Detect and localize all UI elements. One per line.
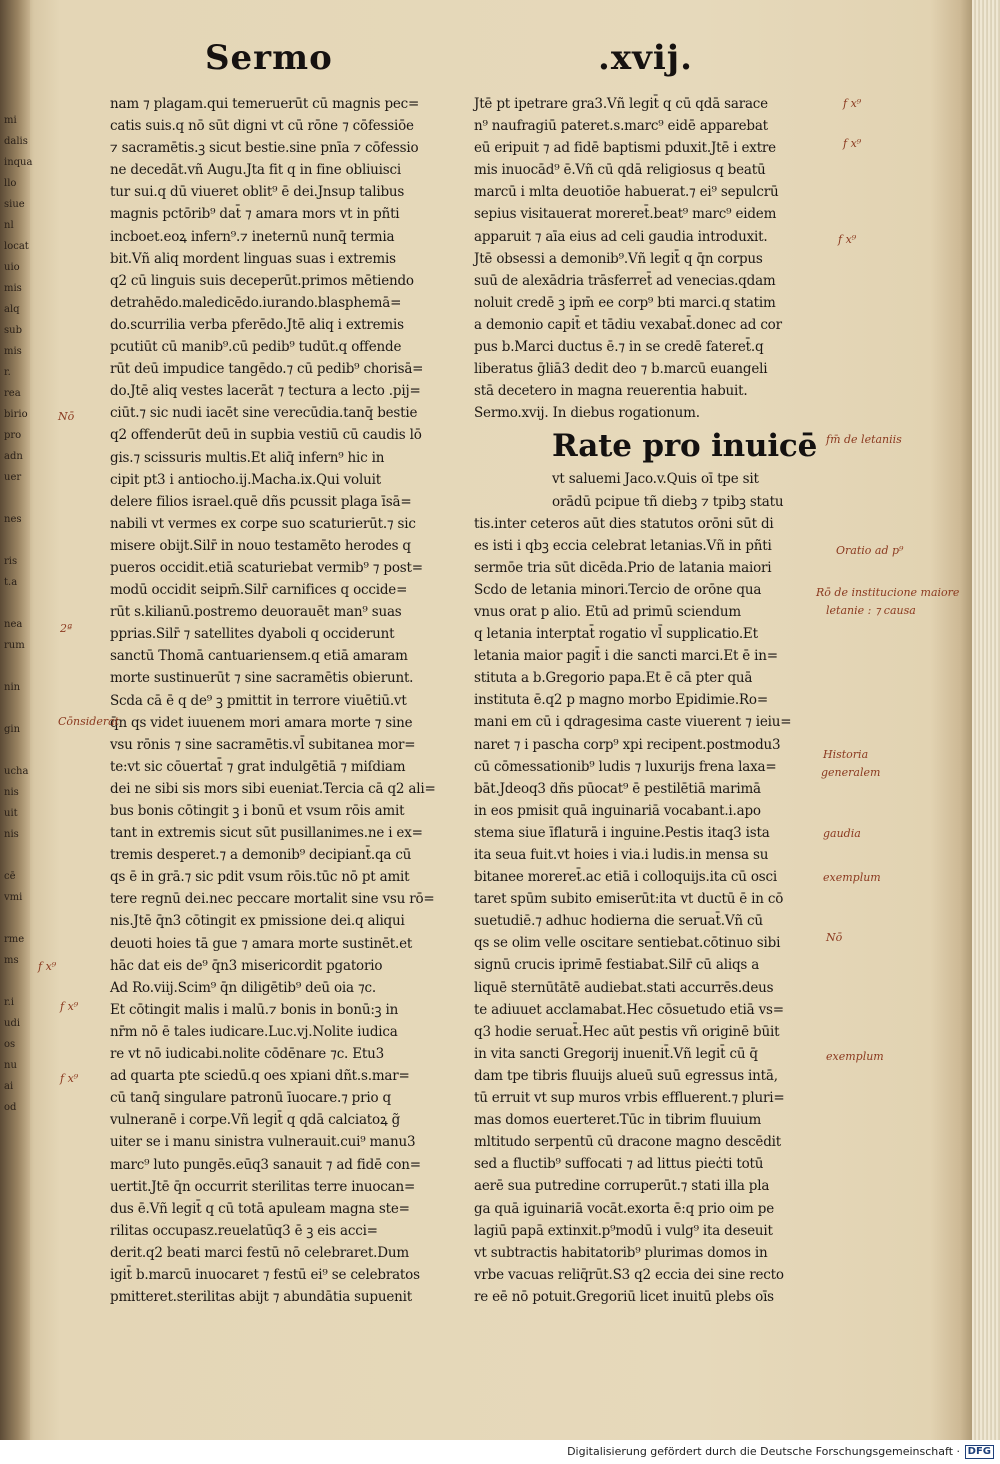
text-line: mis inuocād⁹ ē.Vñ cū qdā religiosus q beatū bbox=[474, 162, 766, 179]
text-line: bus bonis cōtingit ꝫ i bonū et vsum rōis amit bbox=[110, 803, 405, 819]
text-line: nabili vt vermes ex corpe suo scaturierūt.⁊ sic bbox=[110, 515, 416, 532]
text-line: mltitudo serpentū cū dracone magno descēdit bbox=[474, 1134, 782, 1151]
text-line: re eē nō potuit.Gregoriū licet inuitū plebs oīs bbox=[474, 1288, 774, 1305]
text-line: morte sustinuerūt ⁊ sine sacramētis obierunt. bbox=[110, 670, 414, 687]
text-line: cipit pt3 i antiocho.ij.Macha.ix.Qui voluit bbox=[110, 471, 381, 488]
text-line: stā decetero in magna reuerentia habuit. bbox=[474, 383, 748, 400]
text-line: dam tpe tibris fluuijs alueū suū egressus intā, bbox=[474, 1067, 778, 1084]
text-line: derit.q2 beati marci festū nō celebraret.Dum bbox=[110, 1244, 409, 1261]
margin-annotation: Nō bbox=[826, 931, 843, 944]
right-text-column bbox=[474, 93, 818, 1308]
text-line: stema siue īflaturā i inguine.Pestis itaq3 ista bbox=[474, 824, 770, 841]
text-line: do.scurrilia verba pferēdo.Jtē aliq i extremis bbox=[110, 316, 404, 333]
text-line: liberatus ḡliā3 dedit deo ⁊ b.marcū euangeli bbox=[474, 361, 768, 378]
text-line: eū eripuit ⁊ ad fidē baptismi pduxit.Jtē i extre bbox=[474, 140, 776, 157]
text-line: tremis desperet.⁊ a demonib⁹ decipiant̄.qa cū bbox=[110, 847, 412, 864]
margin-annotation: Nō bbox=[58, 410, 75, 423]
text-line: Ad Ro.viij.Scim⁹ q̄n diligētib⁹ deū oia ⁊c. bbox=[110, 979, 376, 996]
text-line: misere obijt.Silr̄ in nouo testamēto herodes q bbox=[110, 537, 411, 554]
text-line: rūt deū impudice tangēdo.⁊ cū pedib⁹ chorisā= bbox=[110, 361, 424, 378]
text-line: vrbe vacuas reliq̄rūt.S3 q2 eccia dei sine recto bbox=[474, 1266, 784, 1283]
text-line: magnis pctōrib⁹ dat̄ ⁊ amara mors vt in pñti bbox=[110, 206, 400, 223]
text-line: nam ⁊ plagam.qui temeruerūt cū magnis pec= bbox=[110, 96, 420, 112]
text-line: sepius visitauerat moreret̄.beat⁹ marc⁹ eidem bbox=[474, 206, 777, 223]
text-line: gis.⁊ scissuris multis.Et aliq̄ infern⁹ hic in bbox=[110, 449, 385, 466]
text-line: qs ē in grā.⁊ sic pdit vsum rōis.tūc nō pt amit bbox=[110, 869, 410, 886]
margin-annotation: Rō de institucione maiore bbox=[816, 586, 960, 599]
text-line: vnus orat p alio. Etū ad primū sciendum bbox=[474, 603, 741, 620]
text-line: es isti i qbꝫ eccia celebrat letanias.Vñ in pñti bbox=[474, 537, 772, 554]
text-line: Scda cā ē q de⁹ ꝫ pmittit in terrore viuētiū.vt bbox=[110, 692, 407, 709]
text-line: igit̄ b.marcū inuocaret ⁊ festū ei⁹ se celebratos bbox=[110, 1266, 420, 1283]
text-line: taret spūm subito emiserūt:ita vt ductū ē in cō bbox=[474, 891, 784, 908]
text-line: cū tanq̄ singulare patronū īuocare.⁊ prio q bbox=[110, 1090, 391, 1107]
margin-annotation: f x⁹ bbox=[843, 137, 862, 150]
text-line: tere regnū dei.nec peccare mortalit sine vsu rō= bbox=[110, 891, 435, 908]
text-line: Jtē obsessi a demonib⁹.Vñ legit̄ q q̄n corpus bbox=[474, 250, 763, 267]
text-line: tant in extremis sicut sūt pusillanimes.ne i ex= bbox=[110, 825, 423, 842]
text-line: signū crucis iprimē festiabat.Silr̄ cū aliqs a bbox=[474, 957, 760, 974]
text-line: sed a fluctib⁹ suffocati ⁊ ad littus pieċti totū bbox=[474, 1156, 764, 1173]
text-line: sermōe tria sūt dicēda.Prio de latania maiori bbox=[474, 559, 772, 576]
text-line: ita seua fuit.vt hoies i via.i ludis.in mensa su bbox=[474, 847, 769, 863]
dfg-logo: DFG bbox=[965, 1445, 994, 1459]
digitization-footer bbox=[0, 1440, 1000, 1464]
text-line: suū de alexādria trāsferret̄ ad venecias.qdam bbox=[474, 272, 776, 289]
margin-annotation: f x⁹ bbox=[60, 1072, 79, 1085]
text-line: marcū i mlta deuotiōe habuerat.⁊ ei⁹ sepulcrū bbox=[474, 184, 779, 201]
adjacent-page-strip bbox=[0, 0, 33, 1440]
running-head-right: .xvij. bbox=[598, 38, 693, 78]
text-line: ad quarta pte sciedū.q oes xpiani dñt.s.mar= bbox=[110, 1068, 410, 1085]
text-line: pus b.Marci ductus ē.⁊ in se credē fateret̄.q bbox=[474, 339, 764, 356]
text-line: n⁹ naufragiū pateret.s.marc⁹ eidē apparebat bbox=[474, 118, 768, 135]
margin-annotation: f x⁹ bbox=[843, 97, 862, 110]
text-line: q2 cū linguis suis deceperūt.primos mētiendo bbox=[110, 272, 414, 289]
text-line: pcutiūt cū manib⁹.cū pedib⁹ tudūt.q offende bbox=[110, 339, 402, 356]
text-line: rilitas occupasz.reuelatūq3 ē ꝫ eis acci= bbox=[110, 1222, 378, 1239]
running-head-left: Sermo bbox=[205, 38, 333, 78]
text-line: delere filios israel.quē dñs pcussit plaga īsā= bbox=[110, 493, 412, 510]
text-line: suetudiē.⁊ adhuc hodierna die seruat̄.Vñ cū bbox=[474, 913, 763, 930]
text-line: vt subtractis habitatorib⁹ plurimas domos in bbox=[474, 1244, 768, 1261]
adjacent-page-text: mi dalis inqua llo siue nl locat uio mis alq sub mis r. rea birio pro adn uer nes ris t.a nea rum nin gin ucha nis uit nis cē vmi rme ms r.i udi os nu ai od bbox=[4, 115, 33, 1113]
margin-annotation: exemplum bbox=[826, 1050, 884, 1063]
margin-annotation: Cōnsiderat bbox=[58, 715, 120, 728]
text-line: tū erruit vt sup muros vrbis effluerent.⁊ pluri= bbox=[474, 1090, 785, 1107]
text-line: ga quā iguinariā vocāt.exorta ē:q prio oim pe bbox=[474, 1200, 774, 1217]
text-line: apparuit ⁊ aīa eius ad celi gaudia introduxit. bbox=[474, 228, 768, 245]
text-line: modū occidit seipm̄.Silr̄ carnifices q occide= bbox=[110, 582, 408, 599]
text-line: nr̄m nō ē tales iudicare.Luc.vj.Nolite iudica bbox=[110, 1023, 398, 1040]
text-line: pueros occidit.etiā scaturiebat vermib⁹ ⁊ post= bbox=[110, 559, 423, 576]
text-line: uiter se i manu sinistra vulnerauit.cui⁹ manu3 bbox=[110, 1134, 416, 1151]
page-edges bbox=[972, 0, 1000, 1440]
text-line: detrahēdo.maledicēdo.iurando.blasphemā= bbox=[110, 294, 402, 311]
text-line: aerē sua putredine corruperūt.⁊ stati illa pla bbox=[474, 1178, 770, 1195]
right-column-top-text bbox=[474, 93, 804, 424]
text-line: nis.Jtē q̄n3 cōtingit ex pmissione dei.q aliqui bbox=[110, 913, 405, 930]
text-line: noluit credē ꝫ ipm̄ ee corp⁹ bti marci.q statim bbox=[474, 294, 776, 311]
text-line: vsu rōnis ⁊ sine sacramētis.vl̄ subitanea mor= bbox=[110, 736, 416, 753]
text-line: q3 hodie seruat̄.Hec aūt pestis vñ originē būit bbox=[474, 1023, 780, 1040]
text-line: mas domos euerteret.Tūc in tibrim fluuium bbox=[474, 1112, 762, 1129]
text-line: in vita sancti Gregorij inuenit̄.Vñ legit̄ cū q̄ bbox=[474, 1045, 758, 1062]
text-line: bitanee moreret̄.ac etiā i colloquijs.ita cū osci bbox=[474, 869, 777, 886]
text-line: uertit.Jtē q̄n occurrit sterilitas terre inuocan= bbox=[110, 1178, 416, 1195]
text-line: bit.Vñ aliq mordent linguas suas i extremis bbox=[110, 250, 396, 267]
margin-annotation: f x⁹ bbox=[38, 960, 57, 973]
text-line: vulneranē i corpe.Vñ legit̄ q qdā calciatoꝝ g̃ bbox=[110, 1112, 401, 1129]
text-line: sanctū Thomā cantuariensem.q etiā amaram bbox=[110, 648, 408, 665]
margin-annotation: Historia bbox=[823, 748, 869, 761]
text-line: letania maior pagit̄ i die sancti marci.Et ē in= bbox=[474, 648, 778, 665]
footer-credit: Digitalisierung gefördert durch die Deutsche Forschungsgemeinschaft · bbox=[567, 1445, 960, 1458]
sermon-incipit: Rate pro inuicē bbox=[552, 428, 818, 465]
margin-annotation: exemplum bbox=[823, 871, 881, 884]
margin-annotation: f x⁹ bbox=[838, 233, 857, 246]
text-line: orādū pcipue tñ diebꝫ ⁊ tpibꝫ statu bbox=[552, 493, 784, 510]
text-line: Scdo de letania minori.Tercio de orōne qua bbox=[474, 581, 762, 598]
text-line: lagiū papā extinxit.p⁹modū i vulg⁹ ita deseuit bbox=[474, 1222, 773, 1239]
text-line: bāt.Jdeoq3 dñs pūocat⁹ ē pestilētiā marimā bbox=[474, 780, 761, 797]
text-line: te:vt sic cōuertat̄ ⁊ grat indulgētiā ⁊ miſdiam bbox=[110, 758, 406, 775]
left-text-column bbox=[110, 93, 442, 1308]
text-line: pprias.Silr̄ ⁊ satellites dyaboli q occiderunt bbox=[110, 626, 395, 643]
text-line: do.Jtē aliq vestes lacerāt ⁊ tectura a lecto .pij= bbox=[110, 383, 421, 400]
margin-annotation: 2ª bbox=[60, 622, 73, 635]
text-line: dei ne sibi sis mors sibi eueniat.Tercia cā q2 ali= bbox=[110, 780, 436, 797]
text-line: hāc dat eis de⁹ q̄n3 misericordit pgatorio bbox=[110, 957, 383, 974]
right-column-bottom-text bbox=[474, 468, 804, 1308]
margin-annotation: fm̄ de letaniis bbox=[826, 433, 902, 446]
text-line: mani em cū i qdragesima caste viuerent ⁊ ieiu= bbox=[474, 714, 792, 731]
text-line: q̄n qs videt iuuenem mori amara morte ⁊ sine bbox=[110, 714, 413, 731]
text-line: instituta ē.q2 p magno morbo Epidimie.Ro= bbox=[474, 692, 768, 709]
text-line: incboet.eoꝝ infern⁹.⁊ ineternū nunq̄ termia bbox=[110, 228, 395, 245]
text-line: Sermo.xvij. In diebus rogationum. bbox=[474, 405, 700, 422]
text-line: vt saluemi Jaco.v.Quis oī tpe sit bbox=[552, 471, 759, 488]
text-line: marc⁹ luto pungēs.eūq3 sanauit ⁊ ad fidē con= bbox=[110, 1156, 421, 1173]
text-line: naret ⁊ i pascha corp⁹ xpi recipent.postmodu3 bbox=[474, 736, 781, 753]
text-line: rūt s.kilianū.postremo deuorauēt man⁹ suas bbox=[110, 604, 402, 621]
text-line: catis suis.q nō sūt digni vt cū rōne ⁊ cōfessiōe bbox=[110, 118, 414, 135]
text-line: te adiuuet acclamabat.Hec cōsuetudo etiā vs= bbox=[474, 1001, 784, 1018]
text-line: dus ē.Vñ legit̄ q cū totā apuleam magna ste= bbox=[110, 1200, 410, 1217]
text-line: Jtē pt ipetrare gra3.Vñ legit̄ q cū qdā sarace bbox=[474, 96, 768, 112]
text-line: in eos pmisit quā inguinariā vocabant.i.apo bbox=[474, 802, 761, 819]
sermon-incipit-block bbox=[474, 424, 818, 468]
text-line: q letania interptat̄ rogatio vl̄ supplicatio.Et bbox=[474, 626, 758, 643]
text-line: stituta a b.Gregorio papa.Et ē cā pter quā bbox=[474, 670, 753, 687]
text-line: deuoti hoies tā gue ⁊ amara morte sustinēt.et bbox=[110, 935, 413, 952]
margin-annotation: Oratio ad p⁹ bbox=[836, 544, 904, 557]
text-line: a demonio capit̄ et tādiu vexabat̄.donec ad cor bbox=[474, 316, 782, 333]
text-line: re vt nō iudicabi.nolite cōdēnare ⁊c. Etu3 bbox=[110, 1046, 384, 1063]
margin-annotation: gaudia bbox=[823, 827, 861, 840]
text-line: pmitteret.sterilitas abijt ⁊ abundātia supuenit bbox=[110, 1289, 412, 1306]
text-line: q2 offenderūt deū in supbia vestiū cū caudis lō bbox=[110, 427, 422, 444]
text-line: Et cōtingit malis i malū.⁊ bonis in bonū:ꝫ in bbox=[110, 1001, 399, 1018]
text-line: ciūt.⁊ sic nudi iacēt sine verecūdia.tanq̄ bestie bbox=[110, 405, 418, 422]
text-line: ne decedāt.vñ Augu.Jta fit q in fine obliuisci bbox=[110, 162, 402, 179]
text-line: liquē sternūtātē audiebat.stati accurrēs.deus bbox=[474, 979, 774, 996]
text-line: qs se olim velle oscitare sentiebat.cōtinuo sibi bbox=[474, 935, 781, 952]
margin-annotation: letanie : ⁊ causa bbox=[826, 604, 916, 617]
margin-annotation: generalem bbox=[821, 766, 881, 779]
text-line: ⁊ sacramētis.ꝫ sicut bestie.sine pnīa ⁊ cōfessio bbox=[110, 140, 419, 157]
text-line: tur sui.q dū viueret oblit⁹ ē dei.Jnsup talibus bbox=[110, 184, 405, 201]
margin-annotation: f x⁹ bbox=[60, 1000, 79, 1013]
text-line: cū cōmessationib⁹ ludis ⁊ luxurijs frena laxa= bbox=[474, 758, 777, 775]
text-line: tis.inter ceteros aūt dies statutos orōni sūt di bbox=[474, 515, 774, 532]
